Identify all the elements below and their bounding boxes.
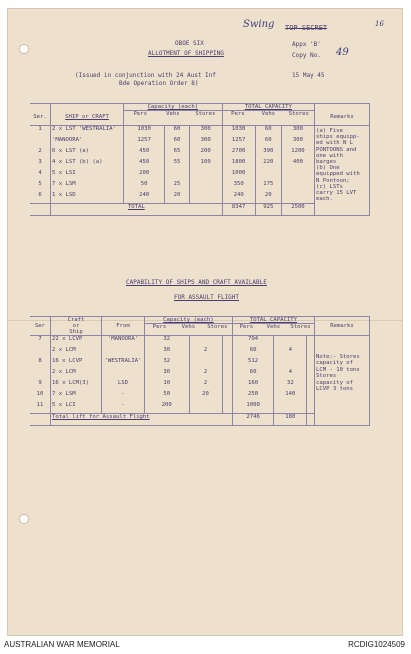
cell-vehs: 2 xyxy=(189,369,222,380)
cell-from xyxy=(102,347,145,358)
cell-total-pers: 250 xyxy=(232,391,274,402)
cell-pers: 450 xyxy=(124,159,165,170)
cell-total-stores xyxy=(281,170,314,181)
cell-total-pers: 704 xyxy=(232,336,274,348)
col-total-stores: Stores xyxy=(288,111,309,117)
cell-pers: 30 xyxy=(145,347,190,358)
cell-total-pers: 1800 xyxy=(222,159,255,170)
cell-total-stores xyxy=(307,380,315,391)
col-pers: Pers xyxy=(133,111,148,117)
cell-total-stores xyxy=(307,347,315,358)
cell-total-pers: 1000 xyxy=(232,402,274,414)
cell-stores xyxy=(222,369,232,380)
cell-from: - xyxy=(102,402,145,414)
col-craft-or: or xyxy=(72,323,80,329)
cell-total-vehs: 20 xyxy=(255,192,281,204)
cell-ser: 4 xyxy=(38,170,42,176)
col-capacity-each: Capacity (each) xyxy=(147,104,199,110)
document-title: ALLOTMENT OF SHIPPING xyxy=(148,50,224,57)
cell-total-stores xyxy=(307,402,315,414)
cell-craft: 2 x LCM xyxy=(51,369,102,380)
cell-total-pers: 1030 xyxy=(222,126,255,138)
cell-total-pers: 1000 xyxy=(222,170,255,181)
cell-total-vehs: 175 xyxy=(255,181,281,192)
cell-total-pers: 60 xyxy=(232,347,274,358)
cell-stores xyxy=(189,170,222,181)
handwritten-note: Swing xyxy=(243,19,275,30)
cell-ser: 7 xyxy=(38,336,42,342)
cell-craft: 7 x LSM xyxy=(51,181,124,192)
cell-total-pers: 160 xyxy=(232,380,274,391)
cell-stores xyxy=(222,358,232,369)
cell-ser: 11 xyxy=(36,402,44,408)
cell-pers: 200 xyxy=(124,170,165,181)
page-number: 16 xyxy=(375,20,384,28)
remark-line: Note:- Stores xyxy=(316,354,360,360)
cell-craft: 1 x LSD xyxy=(51,192,124,204)
total-pers: 2746 xyxy=(232,414,274,426)
cell-ser: 5 xyxy=(38,181,42,187)
remark-line: one with xyxy=(316,152,343,159)
col-stores: Stores xyxy=(195,111,216,117)
total-vehs: 925 xyxy=(255,204,281,216)
cell-total-vehs: 60 xyxy=(255,126,281,138)
col-total-capacity: TOTAL CAPACITY xyxy=(244,104,292,110)
cell-craft: 5 x LSI xyxy=(51,170,124,181)
cell-vehs: 2 xyxy=(189,380,222,391)
cell-vehs xyxy=(189,402,222,414)
cell-stores xyxy=(222,402,232,414)
section-title: CAPABILITY OF SHIPS AND CRAFT AVAILABLE xyxy=(126,279,267,286)
col-stores: Stores xyxy=(207,324,228,330)
remark-line: ed with N L xyxy=(316,140,354,147)
document-date: 15 May 45 xyxy=(292,72,325,79)
col-total-capacity: TOTAL CAPACITY xyxy=(249,317,297,323)
cell-total-vehs: 390 xyxy=(255,148,281,159)
cell-stores xyxy=(222,380,232,391)
footer-credit: AUSTRALIAN WAR MEMORIAL xyxy=(4,640,120,649)
copy-number: 49 xyxy=(336,47,349,58)
remark-line: LCVP 3 tons xyxy=(316,386,354,393)
cell-total-stores: 300 xyxy=(281,126,314,138)
cell-vehs: 25 xyxy=(165,181,189,192)
col-from: From xyxy=(102,317,145,336)
cell-pers: 32 xyxy=(145,358,190,369)
total-vehs: 180 xyxy=(274,414,307,426)
cell-pers: 50 xyxy=(124,181,165,192)
cell-vehs: 65 xyxy=(165,148,189,159)
col-remarks: Remarks xyxy=(315,104,370,126)
cell-total-vehs: 220 xyxy=(255,159,281,170)
col-ser: Ser xyxy=(30,317,51,336)
cell-ser: 6 xyxy=(38,192,42,198)
cell-stores: 200 xyxy=(189,148,222,159)
remark-line: (c) LSTs xyxy=(316,183,343,190)
issued-line-2: Bde Operation Order 8) xyxy=(119,80,199,87)
remark-line: carry 15 LVT xyxy=(316,190,357,197)
cell-ser xyxy=(30,369,51,380)
remark-line: (a) Five xyxy=(316,128,343,134)
cell-stores xyxy=(222,391,232,402)
punch-hole xyxy=(19,514,29,524)
cell-craft: 2 x LST 'WESTRALIA' xyxy=(51,126,124,138)
remark-line: barges xyxy=(316,159,337,166)
col-ser: Ser. xyxy=(30,104,51,126)
cell-total-stores xyxy=(307,336,315,348)
section-subtitle: FOR ASSAULT FLIGHT xyxy=(174,294,240,301)
remark-line: equipped with xyxy=(316,171,360,178)
col-remarks: Remarks xyxy=(315,317,370,336)
cell-stores xyxy=(222,347,232,358)
cell-total-stores: 1200 xyxy=(281,148,314,159)
cell-ser xyxy=(30,137,51,148)
copy-label: Copy No. xyxy=(292,52,321,59)
remark-line: LCM - 10 tons xyxy=(316,366,360,373)
assault-flight-table xyxy=(30,316,370,426)
cell-total-vehs xyxy=(274,402,307,414)
cell-craft: 4 x LST (b) (a) xyxy=(51,159,124,170)
cell-total-stores xyxy=(281,181,314,192)
cell-total-pers: 350 xyxy=(222,181,255,192)
cell-vehs: 20 xyxy=(189,391,222,402)
col-vehs: Vehs xyxy=(181,324,196,330)
cell-vehs xyxy=(189,336,222,348)
cell-total-pers: 1257 xyxy=(222,137,255,148)
cell-stores xyxy=(222,336,232,348)
cell-total-pers: 2700 xyxy=(222,148,255,159)
cell-ser: 2 xyxy=(38,148,42,154)
remark-line: each. xyxy=(316,196,333,203)
cell-total-pers: 512 xyxy=(232,358,274,369)
cell-from: - xyxy=(102,391,145,402)
cell-craft: 5 x LCI xyxy=(51,402,102,414)
col-total-stores: Stores xyxy=(290,324,311,330)
cell-vehs: 2 xyxy=(189,347,222,358)
cell-total-stores: 300 xyxy=(281,137,314,148)
cell-total-vehs: 140 xyxy=(274,391,307,402)
cell-craft: 16 x LCM(3) xyxy=(51,380,102,391)
cell-craft: 22 x LCVP xyxy=(51,336,102,348)
col-total-pers: Pers xyxy=(239,324,254,330)
total-stores: 2500 xyxy=(281,204,314,216)
table-row xyxy=(30,336,370,348)
col-capacity-each: Capacity (each) xyxy=(163,317,214,323)
remark-line: N Pontoon; xyxy=(316,177,350,184)
cell-pers: 32 xyxy=(145,336,190,348)
cell-pers: 50 xyxy=(145,391,190,402)
remark-line: PONTOONS and xyxy=(316,146,357,153)
col-ship: SHIP or CRAFT xyxy=(51,104,124,126)
cell-craft: 2 x LCM xyxy=(51,347,102,358)
cell-total-vehs: 32 xyxy=(274,380,307,391)
col-vehs: Vehs xyxy=(166,111,180,117)
col-craft: Craft xyxy=(67,317,85,323)
cell-stores: 300 xyxy=(189,137,222,148)
cell-total-stores xyxy=(307,369,315,380)
cell-stores: 300 xyxy=(189,126,222,138)
cell-ser: 3 xyxy=(38,159,42,165)
cell-pers: 1257 xyxy=(124,137,165,148)
cell-craft: 6 x LST (a) xyxy=(51,148,124,159)
cell-vehs: 55 xyxy=(165,159,189,170)
cell-total-stores xyxy=(281,192,314,204)
cell-craft: 'MANOORA' xyxy=(51,137,124,148)
total-stores xyxy=(307,414,315,426)
cell-pers: 240 xyxy=(124,192,165,204)
cell-from: 'MANOORA' xyxy=(102,336,145,348)
cell-total-vehs: 60 xyxy=(255,137,281,148)
cell-total-vehs xyxy=(255,170,281,181)
col-total-vehs: Vehs xyxy=(266,324,281,330)
cell-pers: 1030 xyxy=(124,126,165,138)
remark-line: Stores xyxy=(316,373,337,380)
cell-total-pers: 240 xyxy=(222,192,255,204)
cell-pers: 450 xyxy=(124,148,165,159)
total-label: Total lift for Assault Flight xyxy=(51,414,233,426)
remark-line: ships equipp- xyxy=(316,134,360,141)
cell-stores xyxy=(189,192,222,204)
col-total-pers: Pers xyxy=(231,111,245,117)
cell-total-pers: 60 xyxy=(232,369,274,380)
cell-ser xyxy=(30,347,51,358)
col-pers: Pers xyxy=(152,324,167,330)
remarks-cell xyxy=(315,336,370,426)
cell-stores: 100 xyxy=(189,159,222,170)
cell-ser: 9 xyxy=(38,380,42,386)
cell-pers: 30 xyxy=(145,369,190,380)
col-total-vehs: Vehs xyxy=(261,111,276,117)
cell-vehs: 60 xyxy=(165,126,189,138)
cell-vehs: 20 xyxy=(165,192,189,204)
cell-ser: 10 xyxy=(36,391,44,397)
cell-total-vehs xyxy=(274,358,307,369)
cell-total-vehs xyxy=(274,336,307,348)
col-craft-ship: Ship xyxy=(69,329,83,335)
footer-id: RCDIG1024509 xyxy=(348,640,405,649)
total-label: TOTAL xyxy=(51,204,223,216)
cell-vehs: 60 xyxy=(165,137,189,148)
heading-code: OBOE SIX xyxy=(175,40,204,47)
remarks-cell xyxy=(315,126,370,216)
shipping-allotment-table xyxy=(30,103,370,216)
cell-vehs xyxy=(189,358,222,369)
cell-total-vehs: 4 xyxy=(274,369,307,380)
cell-total-stores xyxy=(307,358,315,369)
cell-ser xyxy=(30,204,51,216)
cell-vehs xyxy=(165,170,189,181)
secret-stamp: TOP SECRET xyxy=(285,24,328,32)
total-pers: 8347 xyxy=(222,204,255,216)
cell-from xyxy=(102,369,145,380)
cell-total-stores xyxy=(307,391,315,402)
cell-stores xyxy=(189,181,222,192)
cell-total-vehs: 4 xyxy=(274,347,307,358)
cell-pers: 200 xyxy=(145,402,190,414)
table-row xyxy=(30,126,370,138)
cell-from: LSD xyxy=(102,380,145,391)
cell-pers: 10 xyxy=(145,380,190,391)
cell-ser: 1 xyxy=(38,126,42,132)
punch-hole xyxy=(19,44,29,54)
cell-ser: 8 xyxy=(38,358,42,364)
appendix-ref: Appx 'B' xyxy=(292,41,321,48)
cell-ser xyxy=(30,414,51,426)
remark-line: capacity of xyxy=(316,360,354,367)
cell-craft: 16 x LCVP xyxy=(51,358,102,369)
cell-craft: 7 x LSM xyxy=(51,391,102,402)
issued-line-1: (Issued in conjunction with 24 Aust Inf xyxy=(75,72,216,79)
cell-from: 'WESTRALIA' xyxy=(102,358,145,369)
remark-line: (b) One xyxy=(316,165,340,172)
remark-line: capacity of xyxy=(316,379,354,386)
cell-total-stores: 400 xyxy=(281,159,314,170)
